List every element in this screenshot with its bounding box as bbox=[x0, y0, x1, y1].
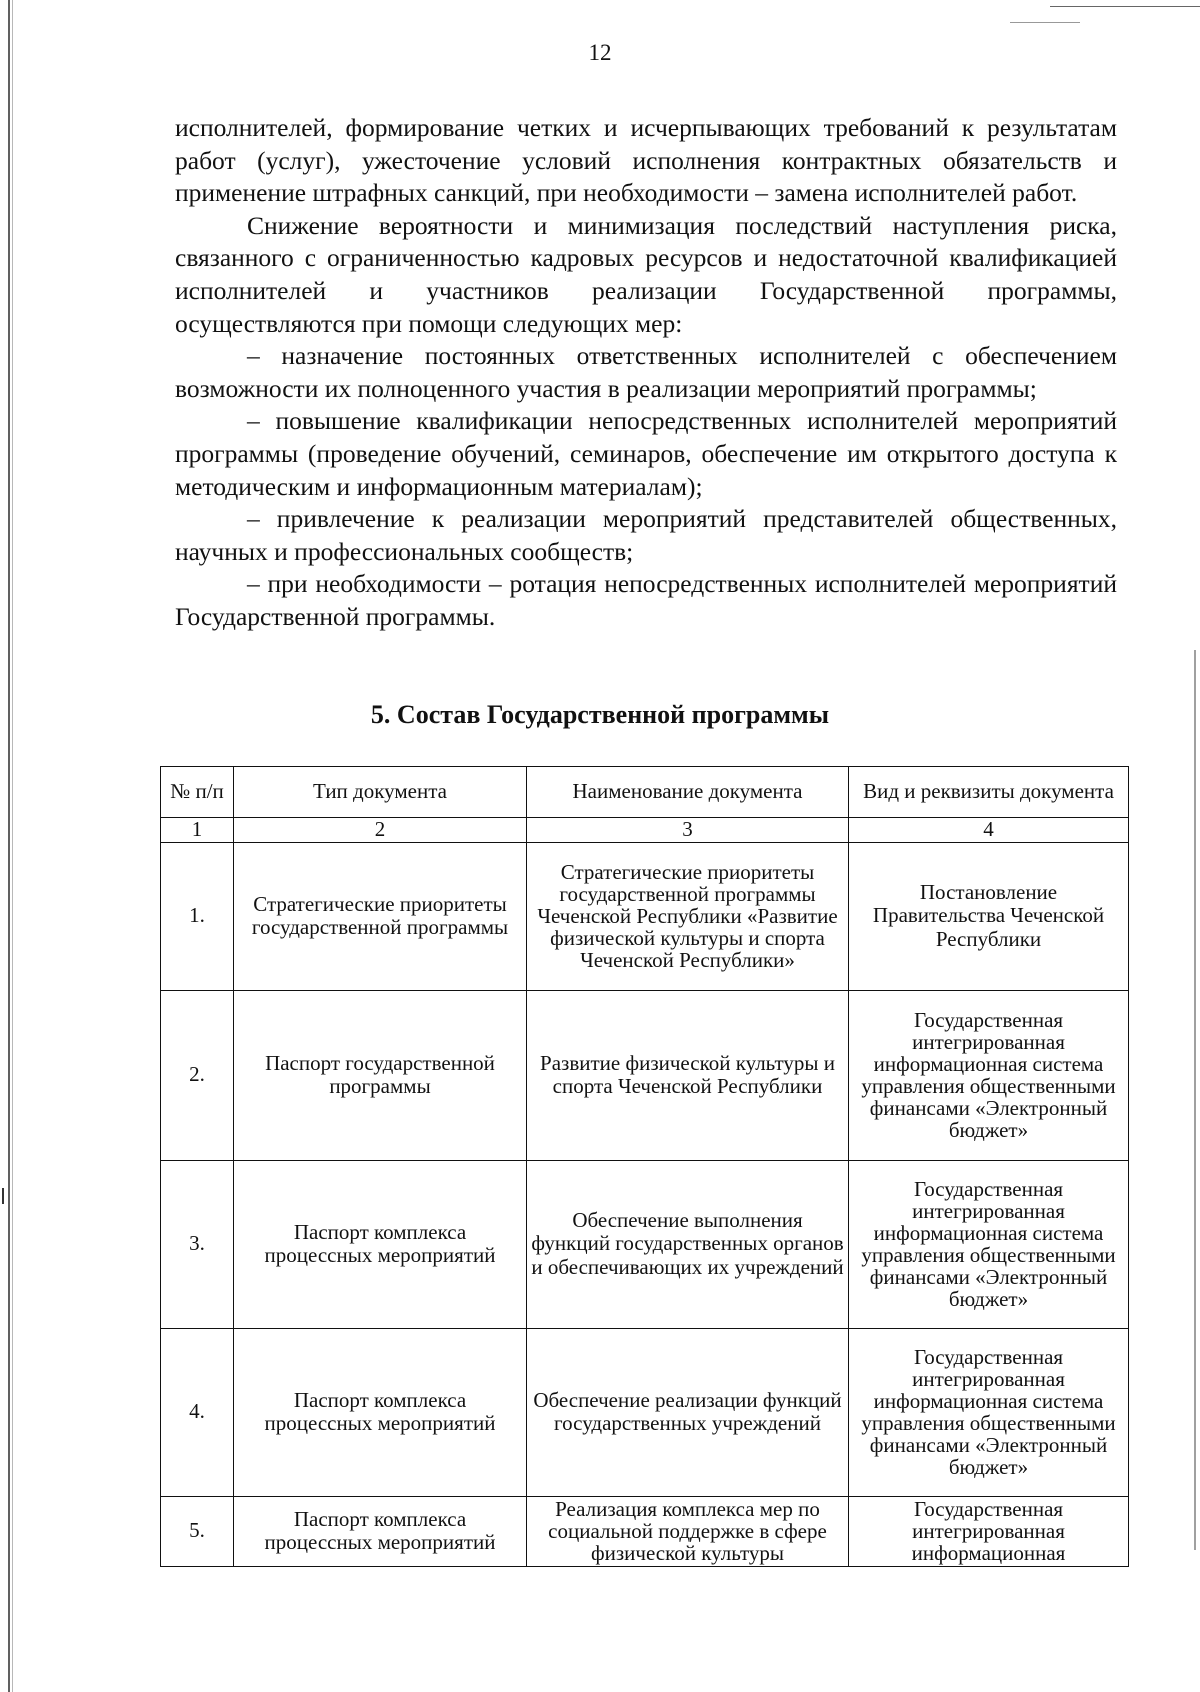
header-cell-kind: Вид и реквизиты документа bbox=[849, 767, 1129, 818]
document-name: Обеспечение выполнения функций государственных органов и обеспечивающих их учреждений bbox=[527, 1160, 849, 1328]
scan-edge-left bbox=[8, 0, 10, 1692]
row-number: 4. bbox=[161, 1328, 234, 1496]
scan-edge-right bbox=[1194, 650, 1196, 1550]
table-row bbox=[161, 990, 1129, 1160]
table-row bbox=[161, 1160, 1129, 1328]
list-item: – назначение постоянных ответственных исполнителей с обеспечением возможности их полноценного участия в реализации мероприятий программы; bbox=[175, 341, 1117, 403]
document-name: Реализация комплекса мер по социальной поддержке в сфере физической культуры bbox=[527, 1496, 849, 1566]
row-number: 3. bbox=[161, 1160, 234, 1328]
document-kind: Государственная интегрированная информационная bbox=[849, 1496, 1129, 1566]
list-item: – повышение квалификации непосредственных исполнителей мероприятий программы (проведение обучений, семинаров, обеспечение им открытого доступа к методическим и информационным материалам); bbox=[175, 406, 1117, 501]
header-cell-name: Наименование документа bbox=[527, 767, 849, 818]
document-type: Паспорт комплекса процессных мероприятий bbox=[234, 1496, 527, 1566]
paragraph: Снижение вероятности и минимизация последствий наступления риска, связанного с ограниченностью кадровых ресурсов и недостаточной квалификацией исполнителей и участников реализации Государственной программы, осуществляются при помощи следующих мер: bbox=[175, 210, 1117, 338]
scan-edge-left-inner bbox=[12, 0, 13, 1692]
section-title: 5. Состав Государственной программы bbox=[370, 700, 830, 729]
scan-tick-mark bbox=[2, 1188, 4, 1204]
document-kind: Государственная интегрированная информационная система управления общественными финансами «Электронный бюджет» bbox=[849, 1328, 1129, 1496]
scan-mark-top-secondary bbox=[1010, 22, 1080, 23]
scan-mark-top bbox=[1050, 6, 1200, 7]
column-number: 4 bbox=[849, 818, 1129, 843]
header-cell-number: № п/п bbox=[161, 767, 234, 818]
column-number: 1 bbox=[161, 818, 234, 843]
document-name: Стратегические приоритеты государственной программы Чеченской Республики «Развитие физической культуры и спорта Чеченской Республики» bbox=[527, 842, 849, 990]
document-name: Обеспечение реализации функций государственных учреждений bbox=[527, 1328, 849, 1496]
row-number: 2. bbox=[161, 990, 234, 1160]
header-cell-type: Тип документа bbox=[234, 767, 527, 818]
document-kind: Государственная интегрированная информационная система управления общественными финансами «Электронный бюджет» bbox=[849, 1160, 1129, 1328]
document-type: Паспорт государственной программы bbox=[234, 990, 527, 1160]
document-type: Стратегические приоритеты государственной программы bbox=[234, 842, 527, 990]
program-composition-table bbox=[160, 766, 1129, 1567]
body-text bbox=[175, 112, 1117, 634]
document-kind: Постановление Правительства Чеченской Республики bbox=[849, 842, 1129, 990]
table-row bbox=[161, 1496, 1129, 1566]
column-number-row bbox=[161, 818, 1129, 843]
document-type: Паспорт комплекса процессных мероприятий bbox=[234, 1328, 527, 1496]
document-name: Развитие физической культуры и спорта Чеченской Республики bbox=[527, 990, 849, 1160]
table-row bbox=[161, 1328, 1129, 1496]
list-item: – при необходимости – ротация непосредственных исполнителей мероприятий Государственной программы. bbox=[175, 569, 1117, 631]
column-number: 2 bbox=[234, 818, 527, 843]
row-number: 5. bbox=[161, 1496, 234, 1566]
document-type: Паспорт комплекса процессных мероприятий bbox=[234, 1160, 527, 1328]
paragraph: исполнителей, формирование четких и исчерпывающих требований к результатам работ (услуг), ужесточение условий исполнения контрактных обязательств и применение штрафных санкций, при необходимости – замена исполнителей работ. bbox=[175, 113, 1117, 208]
row-number: 1. bbox=[161, 842, 234, 990]
table-row bbox=[161, 842, 1129, 990]
column-number: 3 bbox=[527, 818, 849, 843]
document-kind: Государственная интегрированная информационная система управления общественными финансами «Электронный бюджет» bbox=[849, 990, 1129, 1160]
list-item: – привлечение к реализации мероприятий представителей общественных, научных и профессиональных сообществ; bbox=[175, 504, 1117, 566]
page-number: 12 bbox=[588, 40, 612, 65]
table-header-row bbox=[161, 767, 1129, 818]
